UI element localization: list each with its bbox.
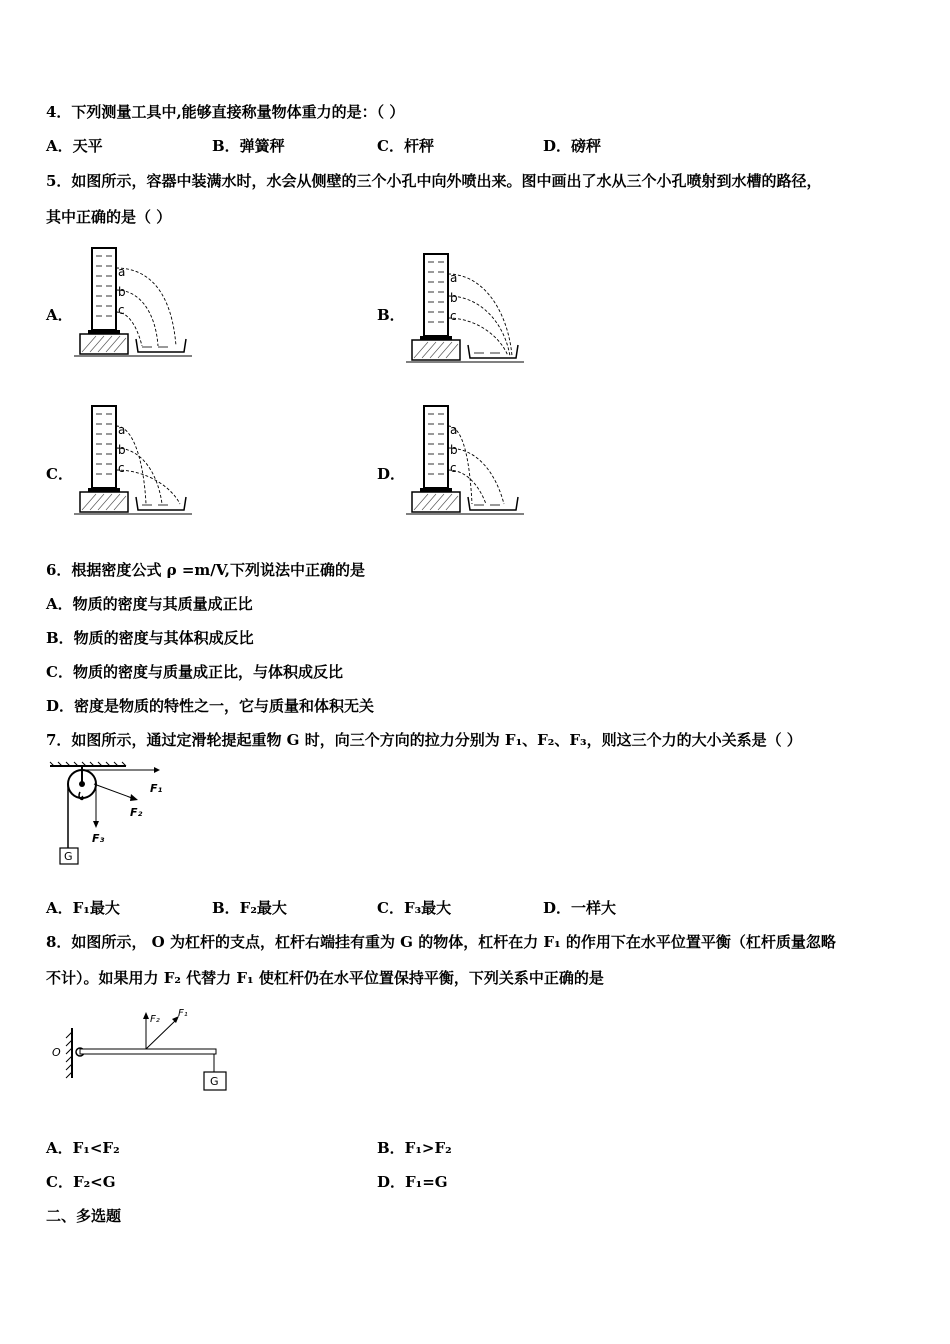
q7-stem: 7．如图所示，通过定滑轮提起重物 G 时，向三个方向的拉力分别为 F₁、F₂、F₃，则这三个力的大小关系是（ ） [46, 731, 802, 749]
q8-stem-line1: 8．如图所示， O 为杠杆的支点，杠杆右端挂有重为 G 的物体，杠杆在力 F₁ 的作用下在水平位置平衡（杠杆质量忽略 [46, 933, 836, 951]
q7-option-a: A．F₁最大 [46, 899, 120, 917]
force-f1-label: F₁ [178, 1008, 188, 1019]
q5-figure-label-a: A． [46, 306, 73, 324]
hole-label-a: a [118, 265, 126, 279]
lever-bar [80, 1049, 216, 1054]
q8-option-a: A．F₁<F₂ [46, 1139, 120, 1157]
q8-option-c: C．F₂<G [46, 1173, 116, 1191]
pivot-o-label: O [52, 1046, 61, 1059]
q5-figure-d [404, 404, 534, 524]
q5-figure-label-b: B． [377, 306, 405, 324]
q6-stem: 6．根据密度公式 ρ =m/V,下列说法中正确的是 [46, 561, 366, 579]
force-f2-label: F₂ [150, 1014, 160, 1025]
hole-label-b: b [118, 443, 126, 457]
force-f2-label: F₂ [130, 806, 143, 819]
q5-stem-line2: 其中正确的是（ ） [46, 208, 172, 226]
q8-lever-figure [46, 1008, 246, 1100]
q5-figure-b [404, 252, 534, 372]
hole-label-c: c [118, 461, 125, 475]
q5-stem-line1: 5．如图所示，容器中装满水时，水会从侧壁的三个小孔中向外喷出来。图中画出了水从三个小孔喷射到水槽的路径， [46, 172, 822, 190]
q6-option-c: C．物质的密度与质量成正比，与体积成反比 [46, 663, 343, 681]
q8-stem-line2: 不计）。如果用力 F₂ 代替力 F₁ 使杠杆仍在水平位置保持平衡，下列关系中正确的是 [46, 969, 604, 987]
q4-option-d: D．磅秤 [543, 137, 602, 155]
hole-label-b: b [450, 443, 458, 457]
q6-option-b: B．物质的密度与其体积成反比 [46, 629, 254, 647]
q6-option-a: A．物质的密度与其质量成正比 [46, 595, 253, 613]
hole-label-a: a [450, 423, 458, 437]
q8-option-b: B．F₁>F₂ [377, 1139, 452, 1157]
weight-g-label: G [64, 850, 73, 863]
hole-label-c: c [118, 303, 125, 317]
q6-option-d: D．密度是物质的特性之一，它与质量和体积无关 [46, 697, 375, 715]
q4-stem: 4．下列测量工具中,能够直接称量物体重力的是：（ ） [46, 103, 405, 121]
force-f3-label: F₃ [92, 832, 105, 845]
force-f1-label: F₁ [150, 782, 163, 795]
q7-pulley-figure [46, 762, 186, 872]
q7-option-b: B．F₂最大 [212, 899, 287, 917]
hole-label-c: c [450, 461, 457, 475]
q5-figure-label-d: D． [377, 465, 406, 483]
hole-label-b: b [450, 291, 458, 305]
q4-option-c: C．杆秤 [377, 137, 434, 155]
q7-option-d: D．一样大 [543, 899, 617, 917]
hole-label-a: a [118, 423, 126, 437]
q5-figure-c [72, 404, 202, 524]
hole-label-c: c [450, 309, 457, 323]
hole-label-b: b [118, 285, 126, 299]
q4-option-b: B．弹簧秤 [212, 137, 285, 155]
hole-label-a: a [450, 271, 458, 285]
q5-figure-label-c: C． [46, 465, 73, 483]
q4-option-a: A．天平 [46, 137, 103, 155]
q7-option-c: C．F₃最大 [377, 899, 452, 917]
q8-option-d: D．F₁=G [377, 1173, 448, 1191]
q5-figure-a [72, 246, 202, 366]
section-heading: 二、多选题 [46, 1207, 122, 1225]
weight-g-label: G [210, 1075, 219, 1088]
